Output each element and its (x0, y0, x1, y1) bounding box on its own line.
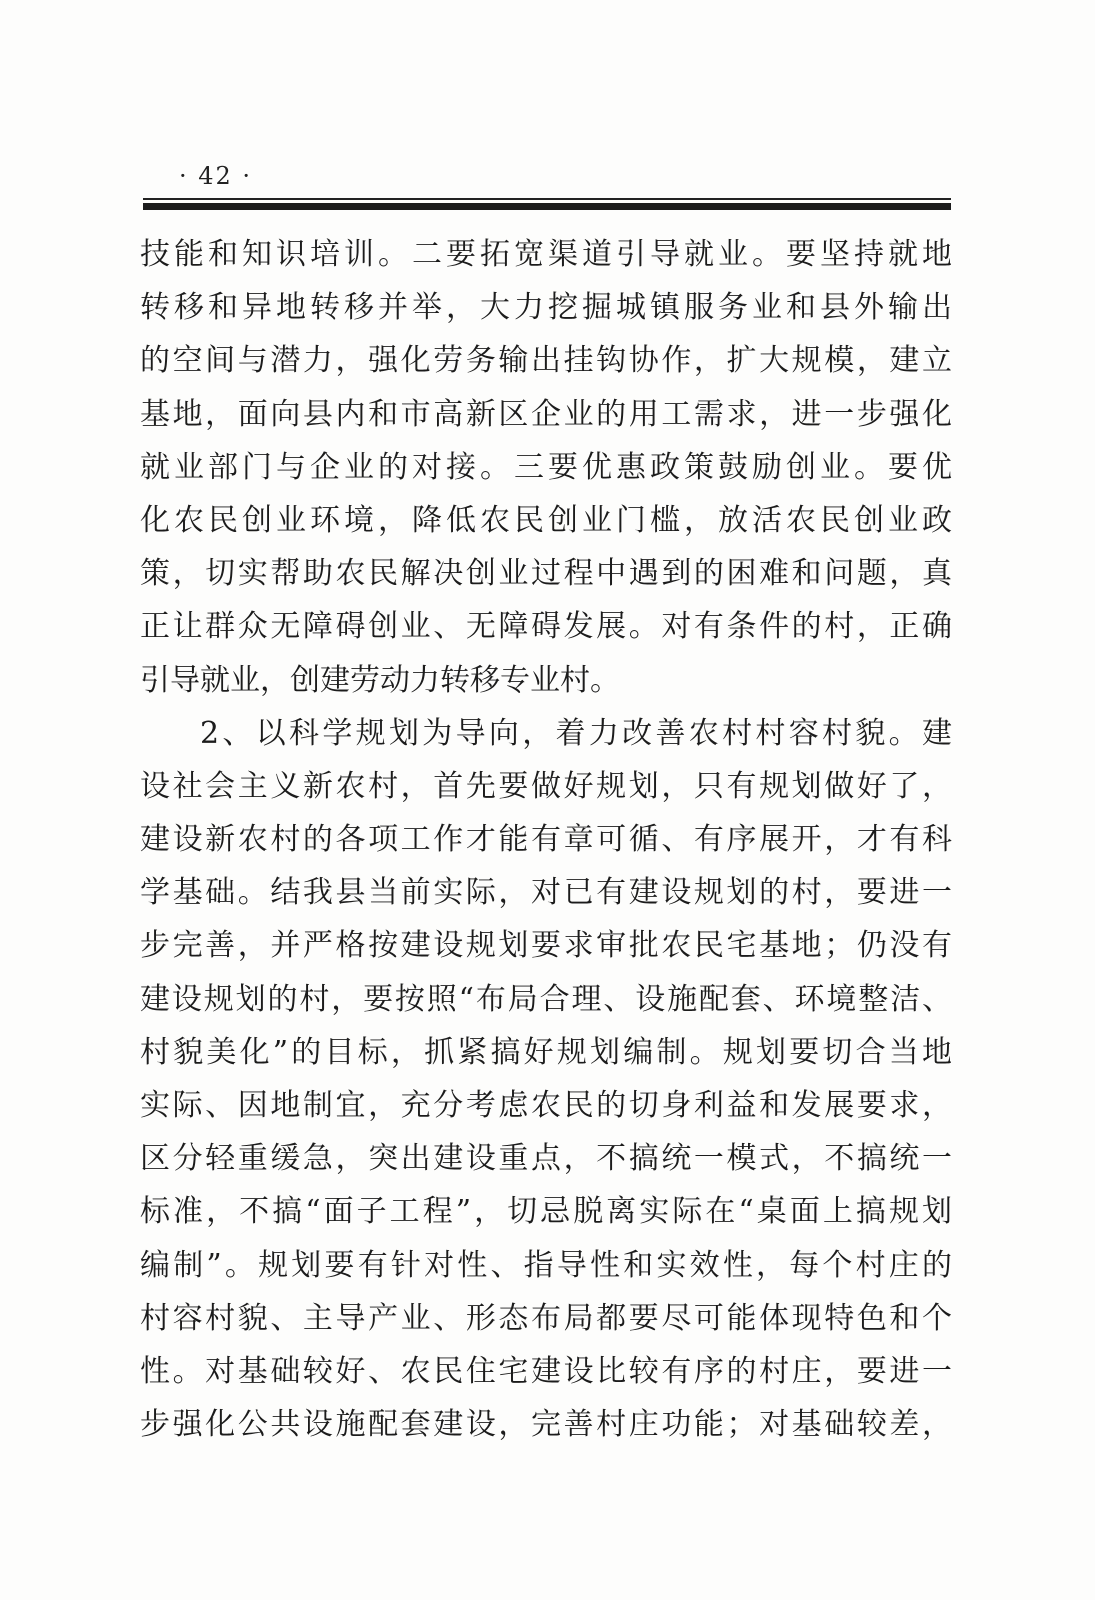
text-line: 步强化公共设施配套建设，完善村庄功能；对基础较差， (140, 1407, 952, 1443)
text-line: 学基础。结我县当前实际，对已有建设规划的村，要进一 (140, 875, 952, 911)
body-text (140, 228, 952, 1451)
text-line: 村容村貌、主导产业、形态布局都要尽可能体现特色和个 (140, 1300, 952, 1336)
text-line: 的空间与潜力，强化劳务输出挂钩协作，扩大规模，建立 (140, 343, 952, 379)
text-line: 性。对基础较好、农民住宅建设比较有序的村庄，要进一 (140, 1353, 952, 1389)
text-line: 化农民创业环境，降低农民创业门槛，放活农民创业政 (140, 502, 952, 538)
text-line: 就业部门与企业的对接。三要优惠政策鼓励创业。要优 (140, 449, 952, 485)
header-rule-thin (143, 198, 951, 200)
text-line: 引导就业，创建劳动力转移专业村。 (140, 662, 620, 698)
text-line: 步完善，并严格按建设规划要求审批农民宅基地；仍没有 (140, 928, 952, 964)
text-line: 策，切实帮助农民解决创业过程中遇到的困难和问题，真 (140, 556, 952, 592)
text-line: 标准，不搞“面子工程”，切忌脱离实际在“桌面上搞规划 (140, 1194, 952, 1230)
text-line: 建设规划的村，要按照“布局合理、设施配套、环境整洁、 (140, 981, 952, 1017)
text-line: 区分轻重缓急，突出建设重点，不搞统一模式，不搞统一 (140, 1141, 952, 1177)
page-header (143, 160, 951, 216)
text-line: 技能和知识培训。二要拓宽渠道引导就业。要坚持就地 (140, 237, 952, 272)
page-number: · 42 · (179, 162, 253, 190)
header-rule-thick (143, 203, 951, 210)
text-line: 转移和异地转移并举，大力挖掘城镇服务业和县外输出 (140, 290, 952, 326)
text-line: 建设新农村的各项工作才能有章可循、有序展开，才有科 (140, 822, 952, 858)
text-line: 基地，面向县内和市高新区企业的用工需求，进一步强化 (140, 396, 952, 432)
text-line: 实际、因地制宜，充分考虑农民的切身利益和发展要求， (140, 1088, 952, 1123)
text-line: 村貌美化”的目标，抓紧搞好规划编制。规划要切合当地 (140, 1034, 952, 1070)
text-line: 设社会主义新农村，首先要做好规划，只有规划做好了， (140, 768, 952, 804)
text-line: 正让群众无障碍创业、无障碍发展。对有条件的村，正确 (140, 609, 952, 645)
text-line-paragraph-start: 2、以科学规划为导向，着力改善农村村容村貌。建 (200, 715, 952, 751)
text-line: 编制”。规划要有针对性、指导性和实效性，每个村庄的 (140, 1247, 952, 1283)
